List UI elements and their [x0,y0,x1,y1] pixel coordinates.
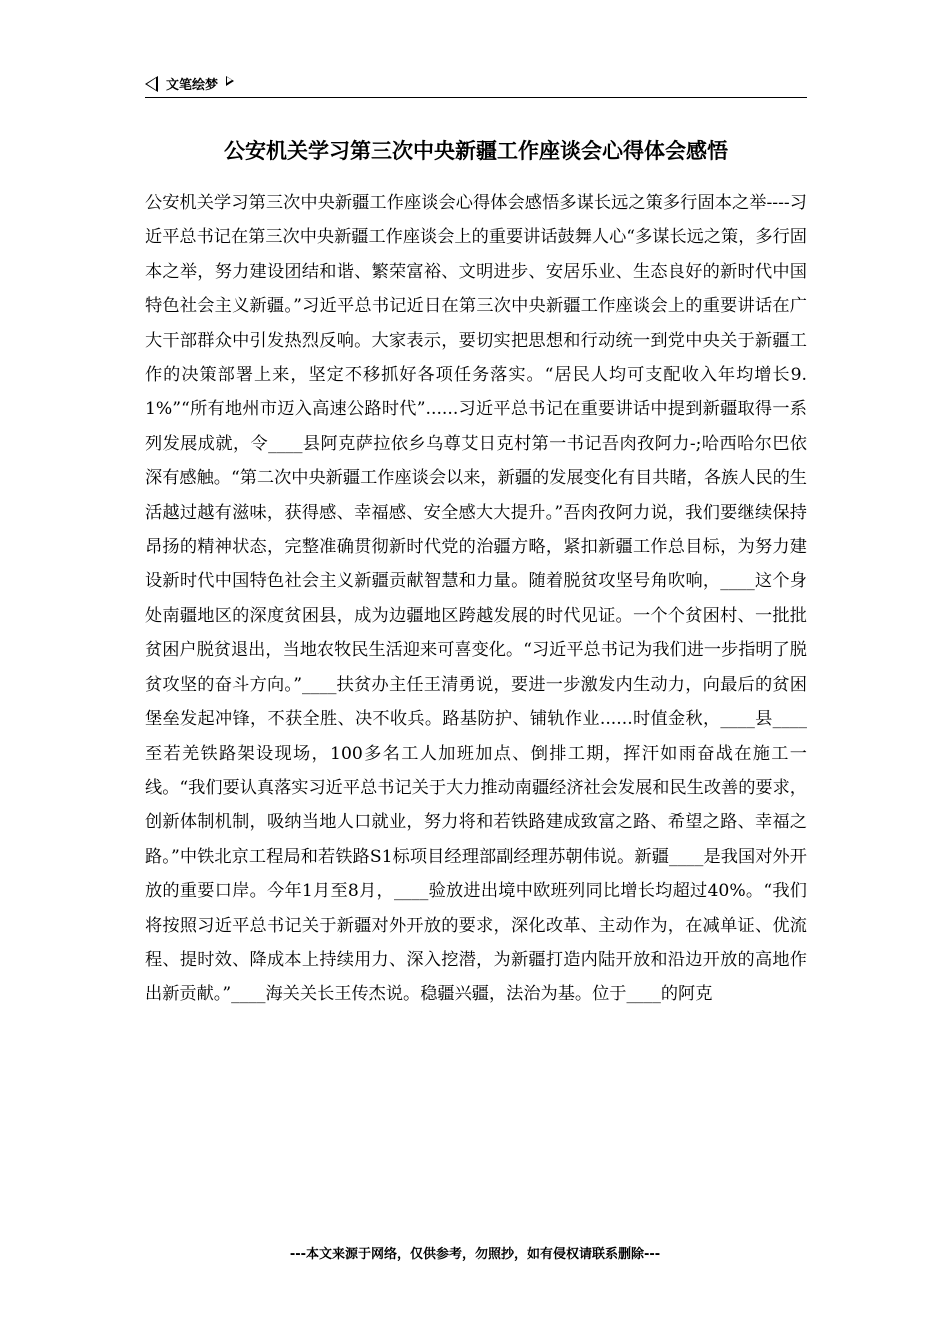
header-brand-group [145,74,234,93]
document-body: 公安机关学习第三次中央新疆工作座谈会心得体会感悟多谋长远之策多行固本之举----习近平总书记在第三次中央新疆工作座谈会上的重要讲话鼓舞人心“多谋长远之策，多行固本之举，努力建设团结和谐、繁荣富裕、文明进步、安居乐业、生态良好的新时代中国特色社会主义新疆。”习近平总书记近日在第三次中央新疆工作座谈会上的重要讲话在广大干部群众中引发热烈反响。大家表示，要切实把思想和行动统一到党中央关于新疆工作的决策部署上来，坚定不移抓好各项任务落实。“居民人均可支配收入年均增长9.1%”“所有地州市迈入高速公路时代”......习近平总书记在重要讲话中提到新疆取得一系列发展成就，令____县阿克萨拉依乡乌尊艾日克村第一书记吾肉孜阿力-;哈西哈尔巴依深有感触。“第二次中央新疆工作座谈会以来，新疆的发展变化有目共睹，各族人民的生活越过越有滋味，获得感、幸福感、安全感大大提升。”吾肉孜阿力说，我们要继续保持昂扬的精神状态，完整准确贯彻新时代党的治疆方略，紧扣新疆工作总目标，为努力建设新时代中国特色社会主义新疆贡献智慧和力量。随着脱贫攻坚号角吹响，____这个身处南疆地区的深度贫困县，成为边疆地区跨越发展的时代见证。一个个贫困村、一批批贫困户脱贫退出，当地农牧民生活迎来可喜变化。“习近平总书记为我们进一步指明了脱贫攻坚的奋斗方向。”____扶贫办主任王清勇说，要进一步激发内生动力，向最后的贫困堡垒发起冲锋，不获全胜、决不收兵。路基防护、铺轨作业......时值金秋，____县____至若羌铁路架设现场，100多名工人加班加点、倒排工期，挥汗如雨奋战在施工一线。“我们要认真落实习近平总书记关于大力推动南疆经济社会发展和民生改善的要求，创新体制机制，吸纳当地人口就业，努力将和若铁路建成致富之路、希望之路、幸福之路。”中铁北京工程局和若铁路S1标项目经理部副经理苏朝伟说。新疆____是我国对外开放的重要口岸。今年1月至8月，____验放进出境中欧班列同比增长均超过40%。“我们将按照习近平总书记关于新疆对外开放的要求，深化改革、主动作为，在减单证、优流程、提时效、降成本上持续用力、深入挖潜，为新疆打造内陆开放和沿边开放的高地作出新贡献。”____海关关长王传杰说。稳疆兴疆，法治为基。位于____的阿克 [145,193,807,1005]
footer-disclaimer: ---本文来源于网络，仅供参考，勿照抄，如有侵权请联系删除--- [289,1247,661,1262]
triangle-right-icon [226,76,234,86]
document-title: 公安机关学习第三次中央新疆工作座谈会心得体会感悟 [224,139,728,163]
page-header [145,72,807,98]
header-brand: 文笔绘梦 [166,78,219,93]
triangle-left-icon [145,76,158,92]
